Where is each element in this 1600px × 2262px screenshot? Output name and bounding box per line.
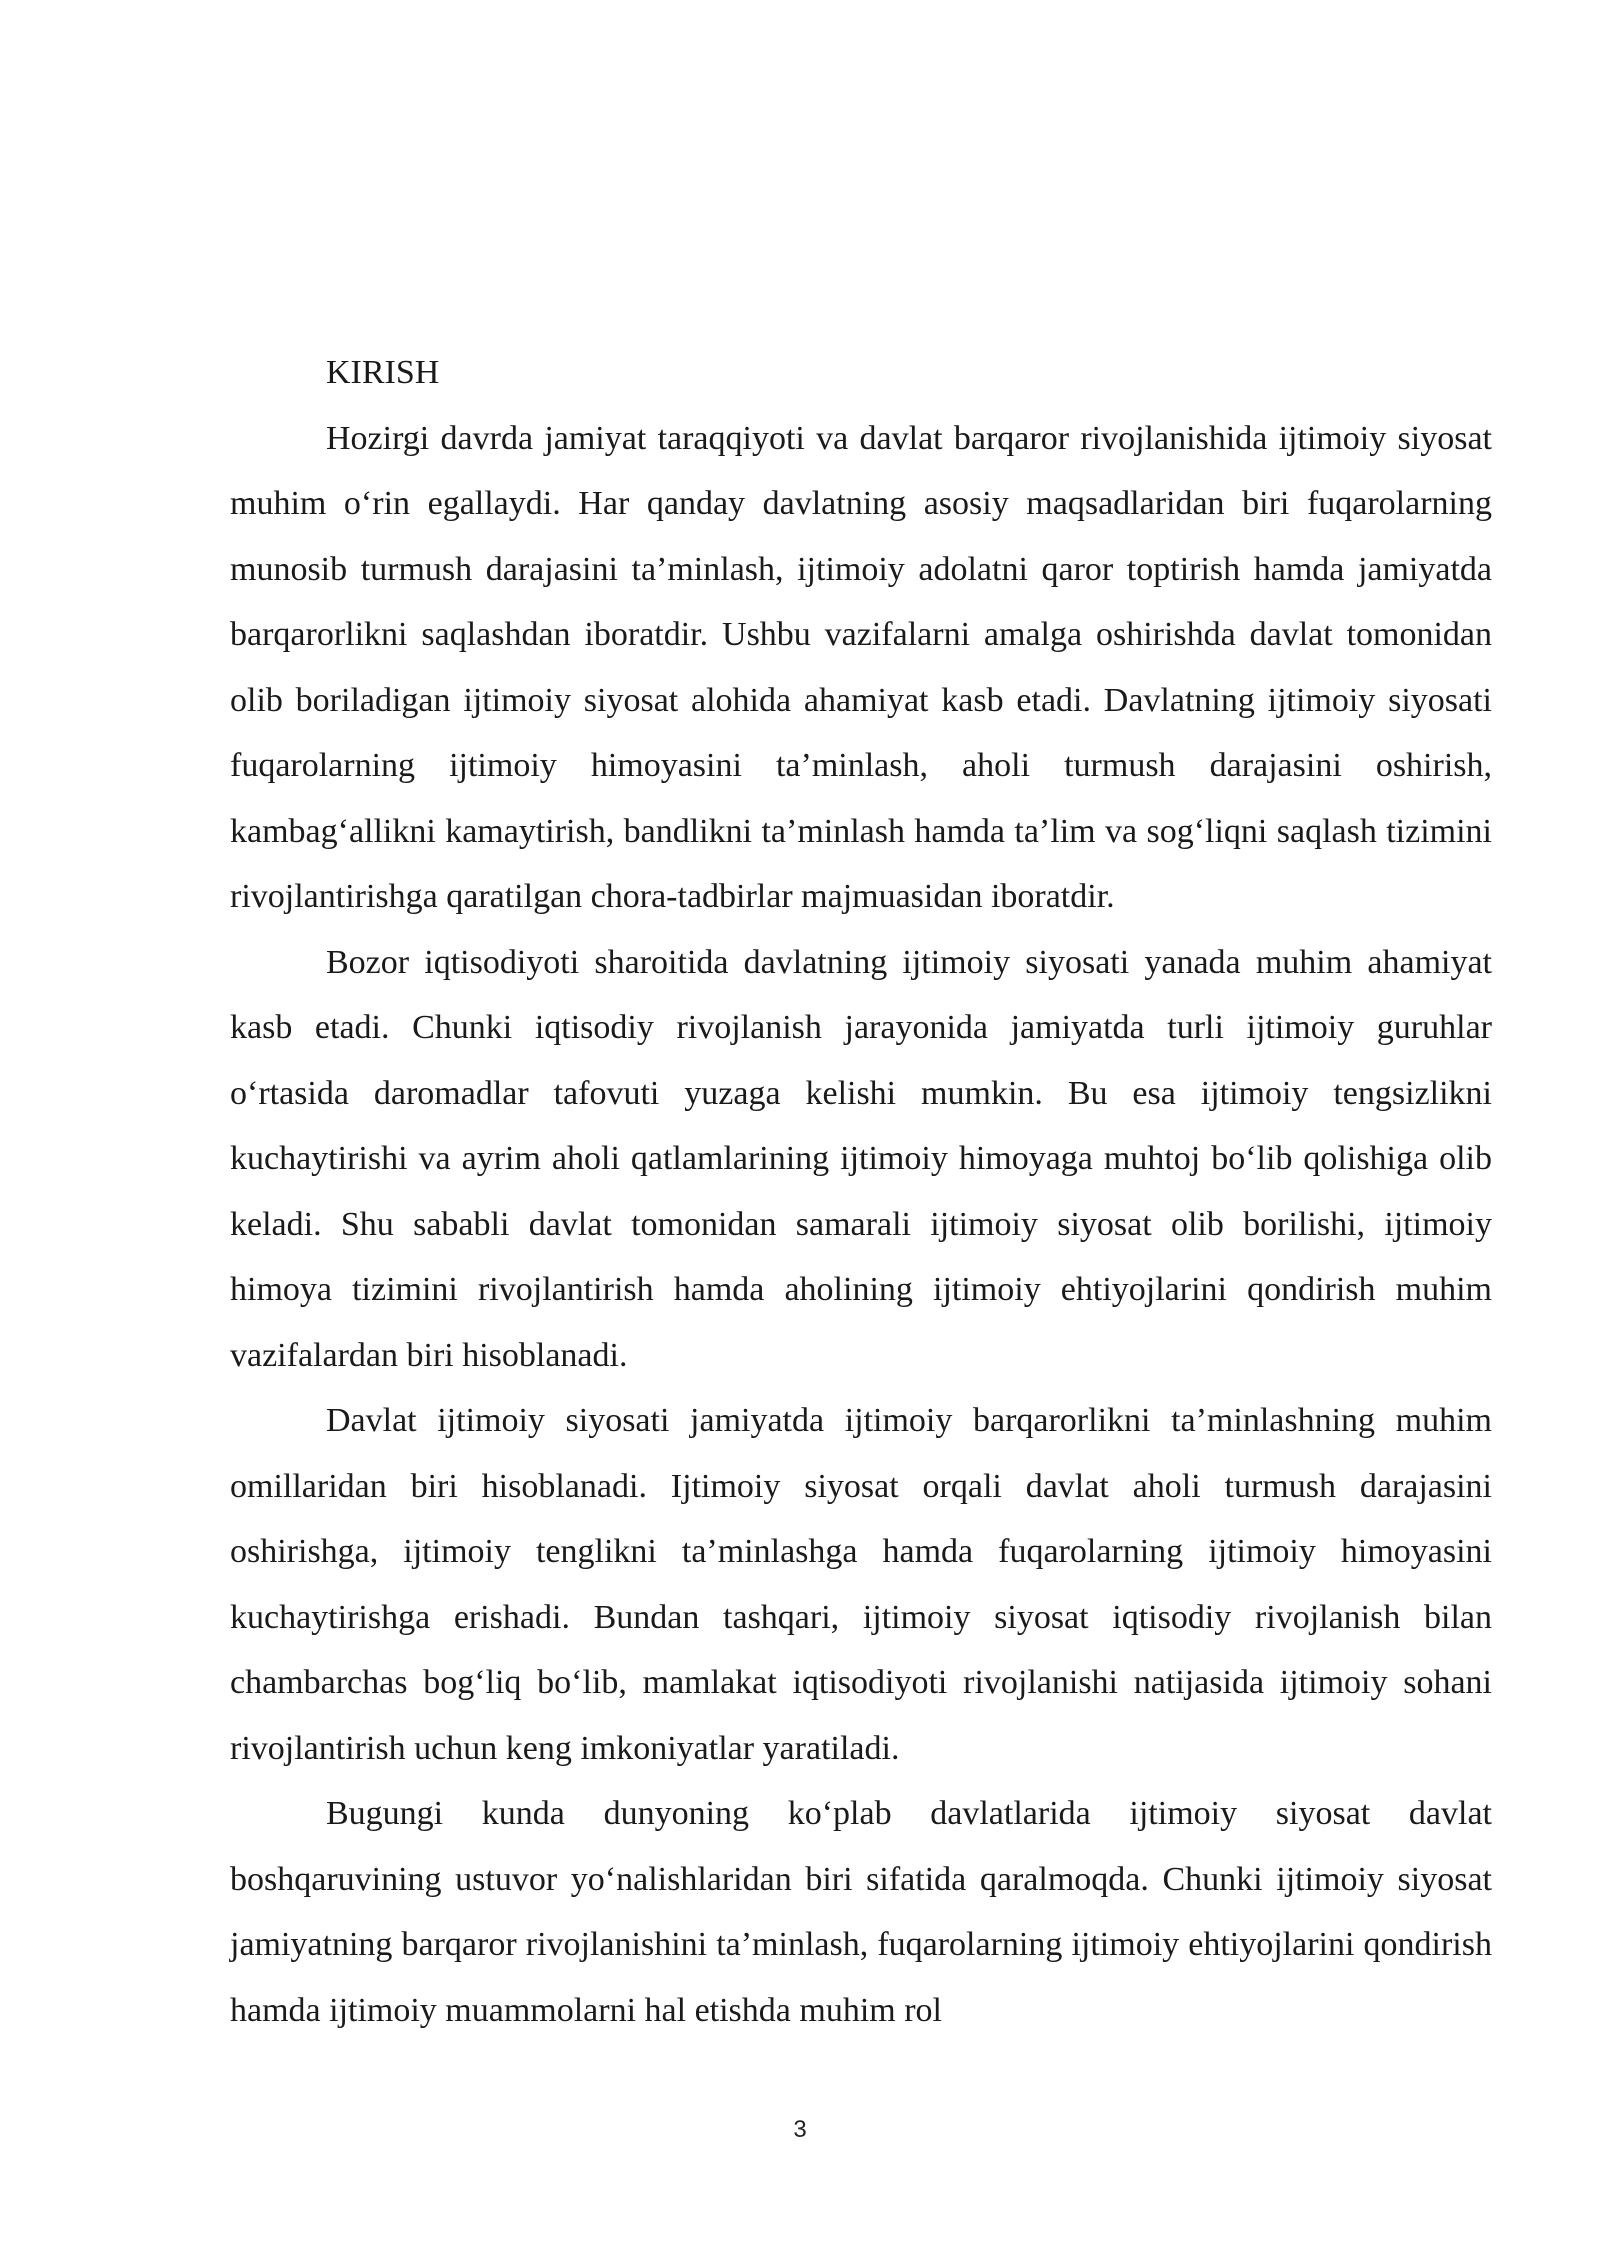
paragraph-3: Davlat ijtimoiy siyosati jamiyatda ijtimoiy barqarorlikni ta’minlashning muhim omillaridan biri hisoblanadi. Ijtimoiy siyosat orqali davlat aholi turmush darajasini oshirishga, ijtimoiy tenglikni ta’minlashga hamda fuqarolarning ijtimoiy himoyasini kuchaytirishga erishadi. Bundan tashqari, ijtimoiy siyosat iqtisodiy rivojlanish bilan chambarchas bog‘liq bo‘lib, mamlakat iqtisodiyoti rivojlanishi natijasida ijtimoiy sohani rivojlantirish uchun keng imkoniyatlar yaratiladi. xyxy=(230,1402,1492,1767)
section-heading: KIRISH xyxy=(326,354,440,391)
paragraph-1: Hozirgi davrda jamiyat taraqqiyoti va davlat barqaror rivojlanishida ijtimoiy siyosat muhim o‘rin egallaydi. Har qanday davlatning asosiy maqsadlaridan biri fuqarolarning munosib turmush darajasini ta’minlash, ijtimoiy adolatni qaror toptirish hamda jamiyatda barqarorlikni saqlashdan iboratdir. Ushbu vazifalarni amalga oshirishda davlat tomonidan olib boriladigan ijtimoiy siyosat alohida ahamiyat kasb etadi. Davlatning ijtimoiy siyosati fuqarolarning ijtimoiy himoyasini ta’minlash, aholi turmush darajasini oshirish, kambag‘allikni kamaytirish, bandlikni ta’minlash hamda ta’lim va sog‘liqni saqlash tizimini rivojlantirishga qaratilgan chora-tadbirlar majmuasidan iboratdir. xyxy=(230,419,1492,915)
document-page xyxy=(230,340,1492,2043)
paragraph-2: Bozor iqtisodiyoti sharoitida davlatning ijtimoiy siyosati yanada muhim ahamiyat kasb etadi. Chunki iqtisodiy rivojlanish jarayonida jamiyatda turli ijtimoiy guruhlar o‘rtasida daromadlar tafovuti yuzaga kelishi mumkin. Bu esa ijtimoiy tengsizlikni kuchaytirishi va ayrim aholi qatlamlarining ijtimoiy himoyaga muhtoj bo‘lib qolishiga olib keladi. Shu sababli davlat tomonidan samarali ijtimoiy siyosat olib borilishi, ijtimoiy himoya tizimini rivojlantirish hamda aholining ijtimoiy ehtiyojlarini qondirish muhim vazifalardan biri hisoblanadi. xyxy=(230,943,1492,1374)
paragraph-4: Bugungi kunda dunyoning ko‘plab davlatlarida ijtimoiy siyosat davlat boshqaruvining ustuvor yo‘nalishlaridan biri sifatida qaralmoqda. Chunki ijtimoiy siyosat jamiyatning barqaror rivojlanishini ta’minlash, fuqarolarning ijtimoiy ehtiyojlarini qondirish hamda ijtimoiy muammolarni hal etishda muhim rol xyxy=(230,1795,1492,2029)
page-number: 3 xyxy=(793,2116,807,2143)
